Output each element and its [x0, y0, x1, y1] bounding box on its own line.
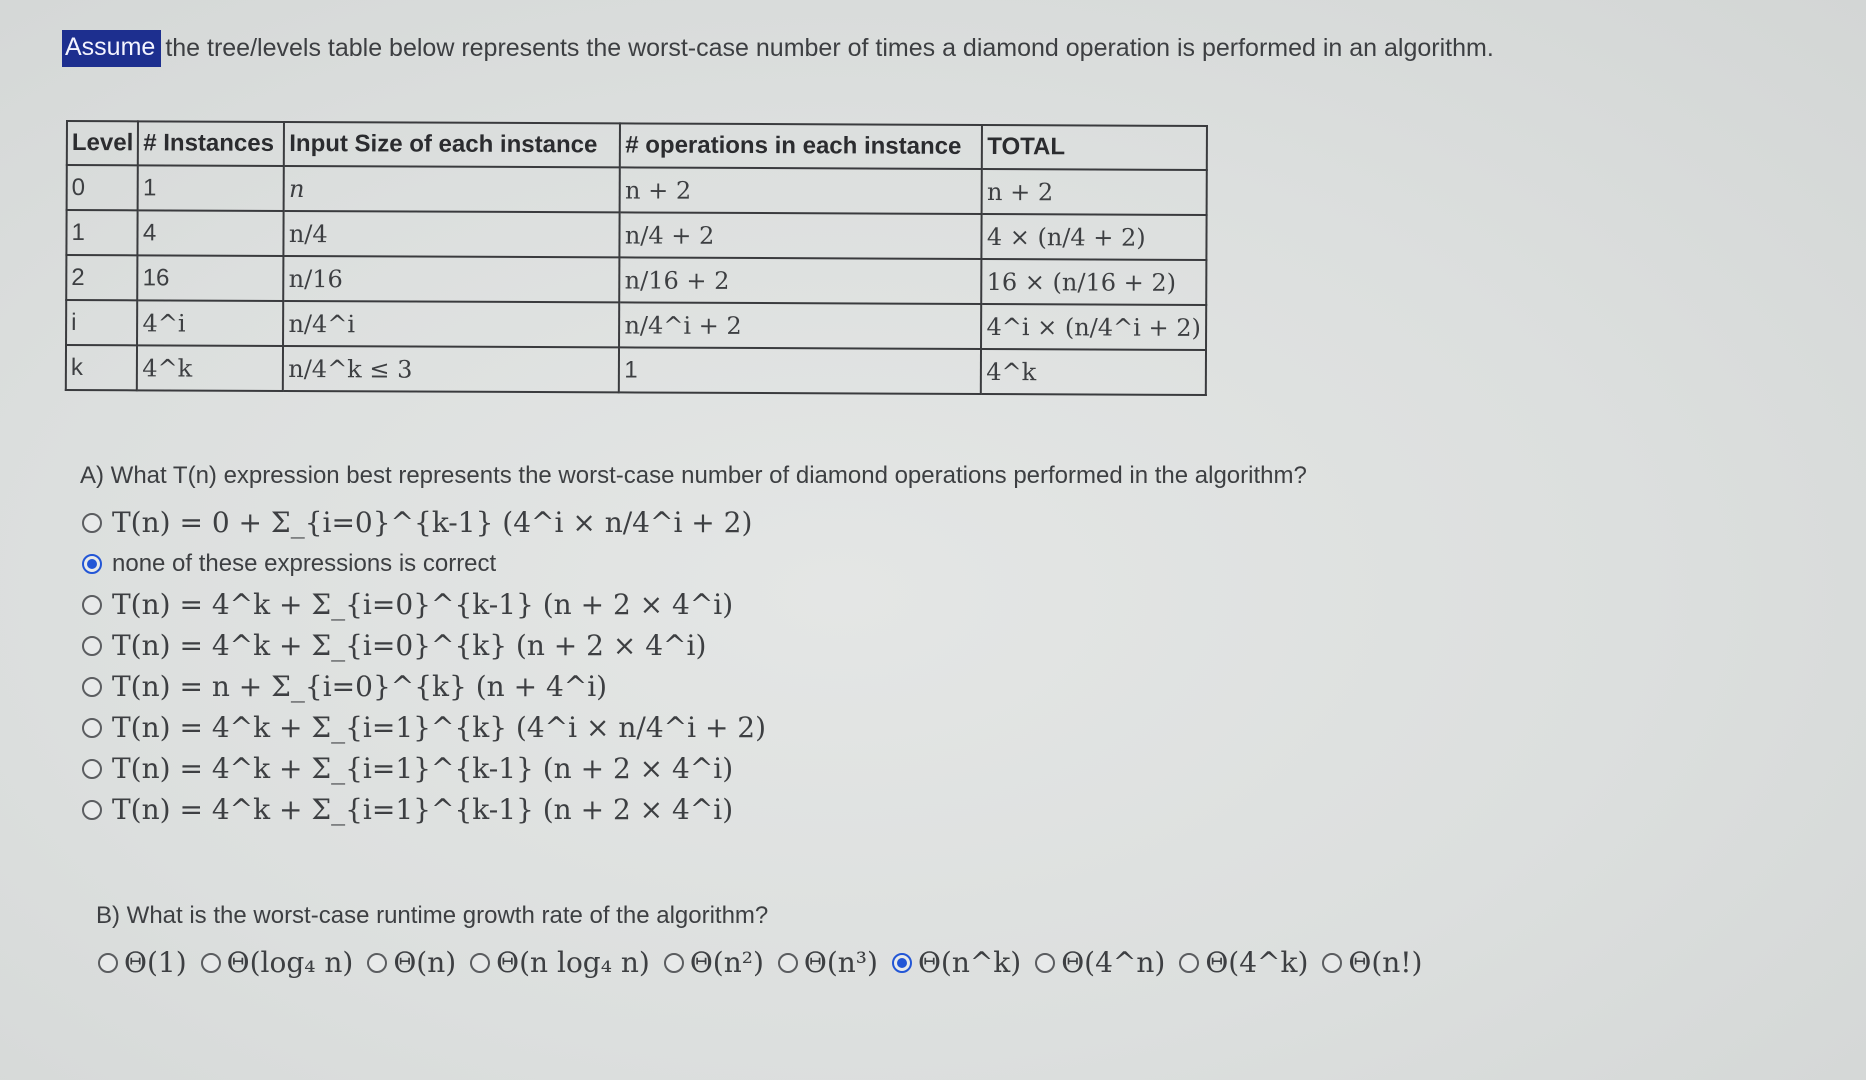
option-label: none of these expressions is correct	[112, 549, 497, 577]
radio-button[interactable]	[664, 953, 684, 973]
input-size-cell: n/4^i	[283, 301, 619, 347]
option-label: T(n) = 0 + Σ_{i=0}^{k-1} (4^i × n/4^i + 2)	[112, 506, 753, 539]
option-label: T(n) = n + Σ_{i=0}^{k} (n + 4^i)	[112, 670, 608, 703]
option-label: Θ(log₄ n)	[226, 946, 354, 979]
header-instances: # Instances	[138, 121, 284, 166]
option-a5[interactable]	[82, 707, 766, 748]
option-a0[interactable]	[82, 502, 766, 543]
header-operations: # operations in each instance	[620, 123, 982, 169]
option-label: Θ(n²)	[689, 946, 764, 979]
option-label: T(n) = 4^k + Σ_{i=0}^{k-1} (n + 2 × 4^i)	[112, 588, 734, 621]
option-b8[interactable]	[1179, 946, 1308, 979]
header-level: Level	[67, 121, 139, 165]
option-b9[interactable]	[1322, 946, 1422, 979]
radio-button[interactable]	[82, 636, 102, 656]
option-a6[interactable]	[82, 748, 766, 789]
option-label: Θ(4^k)	[1205, 946, 1309, 979]
option-b3[interactable]	[470, 946, 650, 979]
level-cell: 2	[66, 255, 138, 300]
option-a1[interactable]	[82, 543, 766, 584]
option-b7[interactable]	[1035, 946, 1165, 979]
radio-button[interactable]	[1179, 953, 1199, 973]
total-cell: n + 2	[982, 169, 1207, 215]
option-label: Θ(1)	[124, 946, 187, 979]
option-label: Θ(4^n)	[1061, 946, 1166, 979]
radio-button[interactable]	[82, 677, 102, 697]
radio-button[interactable]	[201, 953, 221, 973]
question-b-label: B) What is the worst-case runtime growth rate of the algorithm?	[96, 902, 769, 929]
table-row	[67, 165, 1207, 215]
option-label: Θ(n^k)	[917, 946, 1022, 979]
radio-button[interactable]	[470, 953, 490, 973]
table-header-row	[67, 121, 1207, 170]
radio-button-selected[interactable]	[892, 953, 912, 973]
input-size-cell: n	[284, 166, 620, 212]
level-cell: 0	[67, 165, 139, 210]
input-size-cell: n/4^k ≤ 3	[283, 346, 619, 392]
option-a4[interactable]	[82, 666, 766, 707]
table-row	[66, 345, 1206, 395]
option-b5[interactable]	[778, 946, 878, 979]
option-b1[interactable]	[201, 946, 354, 979]
total-cell: 4^i × (n/4^i + 2)	[981, 304, 1206, 350]
radio-button[interactable]	[1035, 953, 1055, 973]
radio-button[interactable]	[82, 513, 102, 533]
total-cell: 4^k	[981, 349, 1206, 395]
operations-cell: n + 2	[620, 167, 982, 214]
operations-cell: n/16 + 2	[620, 257, 982, 304]
option-label: Θ(n³)	[803, 946, 878, 979]
intro-sentence	[62, 30, 1494, 67]
option-label: T(n) = 4^k + Σ_{i=1}^{k-1} (n + 2 × 4^i)	[112, 793, 734, 826]
operations-cell: n/4^i + 2	[619, 302, 981, 349]
input-size-cell: n/16	[284, 256, 620, 302]
operations-cell: 1	[619, 347, 981, 394]
option-a7[interactable]	[82, 789, 766, 830]
radio-button-selected[interactable]	[82, 554, 102, 574]
header-total: TOTAL	[982, 125, 1207, 170]
option-label: T(n) = 4^k + Σ_{i=1}^{k} (4^i × n/4^i + 2)	[112, 711, 767, 744]
option-b0[interactable]	[98, 946, 187, 979]
question-a-label: A) What T(n) expression best represents the worst-case number of diamond operations performed in the algorithm?	[80, 462, 1307, 489]
level-cell: i	[66, 300, 138, 345]
radio-button[interactable]	[98, 953, 118, 973]
option-label: Θ(n!)	[1348, 946, 1423, 979]
levels-table	[65, 120, 1208, 396]
level-cell: k	[66, 345, 138, 390]
instances-cell: 16	[138, 255, 284, 301]
operations-cell: n/4 + 2	[620, 212, 982, 259]
radio-button[interactable]	[1322, 953, 1342, 973]
total-cell: 16 × (n/16 + 2)	[982, 259, 1207, 305]
input-size-cell: n/4	[284, 211, 620, 257]
option-label: Θ(n log₄ n)	[496, 946, 650, 979]
option-b2[interactable]	[367, 946, 456, 979]
option-b4[interactable]	[664, 946, 764, 979]
intro-text: the tree/levels table below represents the worst-case number of times a diamond operation is performed in an algorithm.	[165, 34, 1494, 62]
option-a2[interactable]	[82, 584, 766, 625]
table-row	[66, 255, 1206, 305]
question-a-options	[82, 502, 766, 830]
total-cell: 4 × (n/4 + 2)	[982, 214, 1207, 260]
question-b-options	[98, 946, 1436, 979]
option-a3[interactable]	[82, 625, 766, 666]
level-cell: 1	[66, 210, 138, 255]
table-row	[66, 300, 1206, 350]
radio-button[interactable]	[82, 800, 102, 820]
option-label: T(n) = 4^k + Σ_{i=1}^{k-1} (n + 2 × 4^i)	[112, 752, 734, 785]
option-label: T(n) = 4^k + Σ_{i=0}^{k} (n + 2 × 4^i)	[112, 629, 707, 662]
instances-cell: 4	[138, 210, 284, 256]
radio-button[interactable]	[82, 759, 102, 779]
option-label: Θ(n)	[393, 946, 457, 979]
radio-button[interactable]	[367, 953, 387, 973]
radio-button[interactable]	[778, 953, 798, 973]
header-input-size: Input Size of each instance	[284, 122, 620, 167]
instances-cell: 4^k	[137, 345, 283, 391]
instances-cell: 4^i	[137, 300, 283, 346]
table-row	[66, 210, 1206, 260]
option-b6[interactable]	[892, 946, 1021, 979]
radio-button[interactable]	[82, 595, 102, 615]
instances-cell: 1	[138, 165, 284, 211]
radio-button[interactable]	[82, 718, 102, 738]
highlighted-word: Assume	[62, 30, 161, 67]
